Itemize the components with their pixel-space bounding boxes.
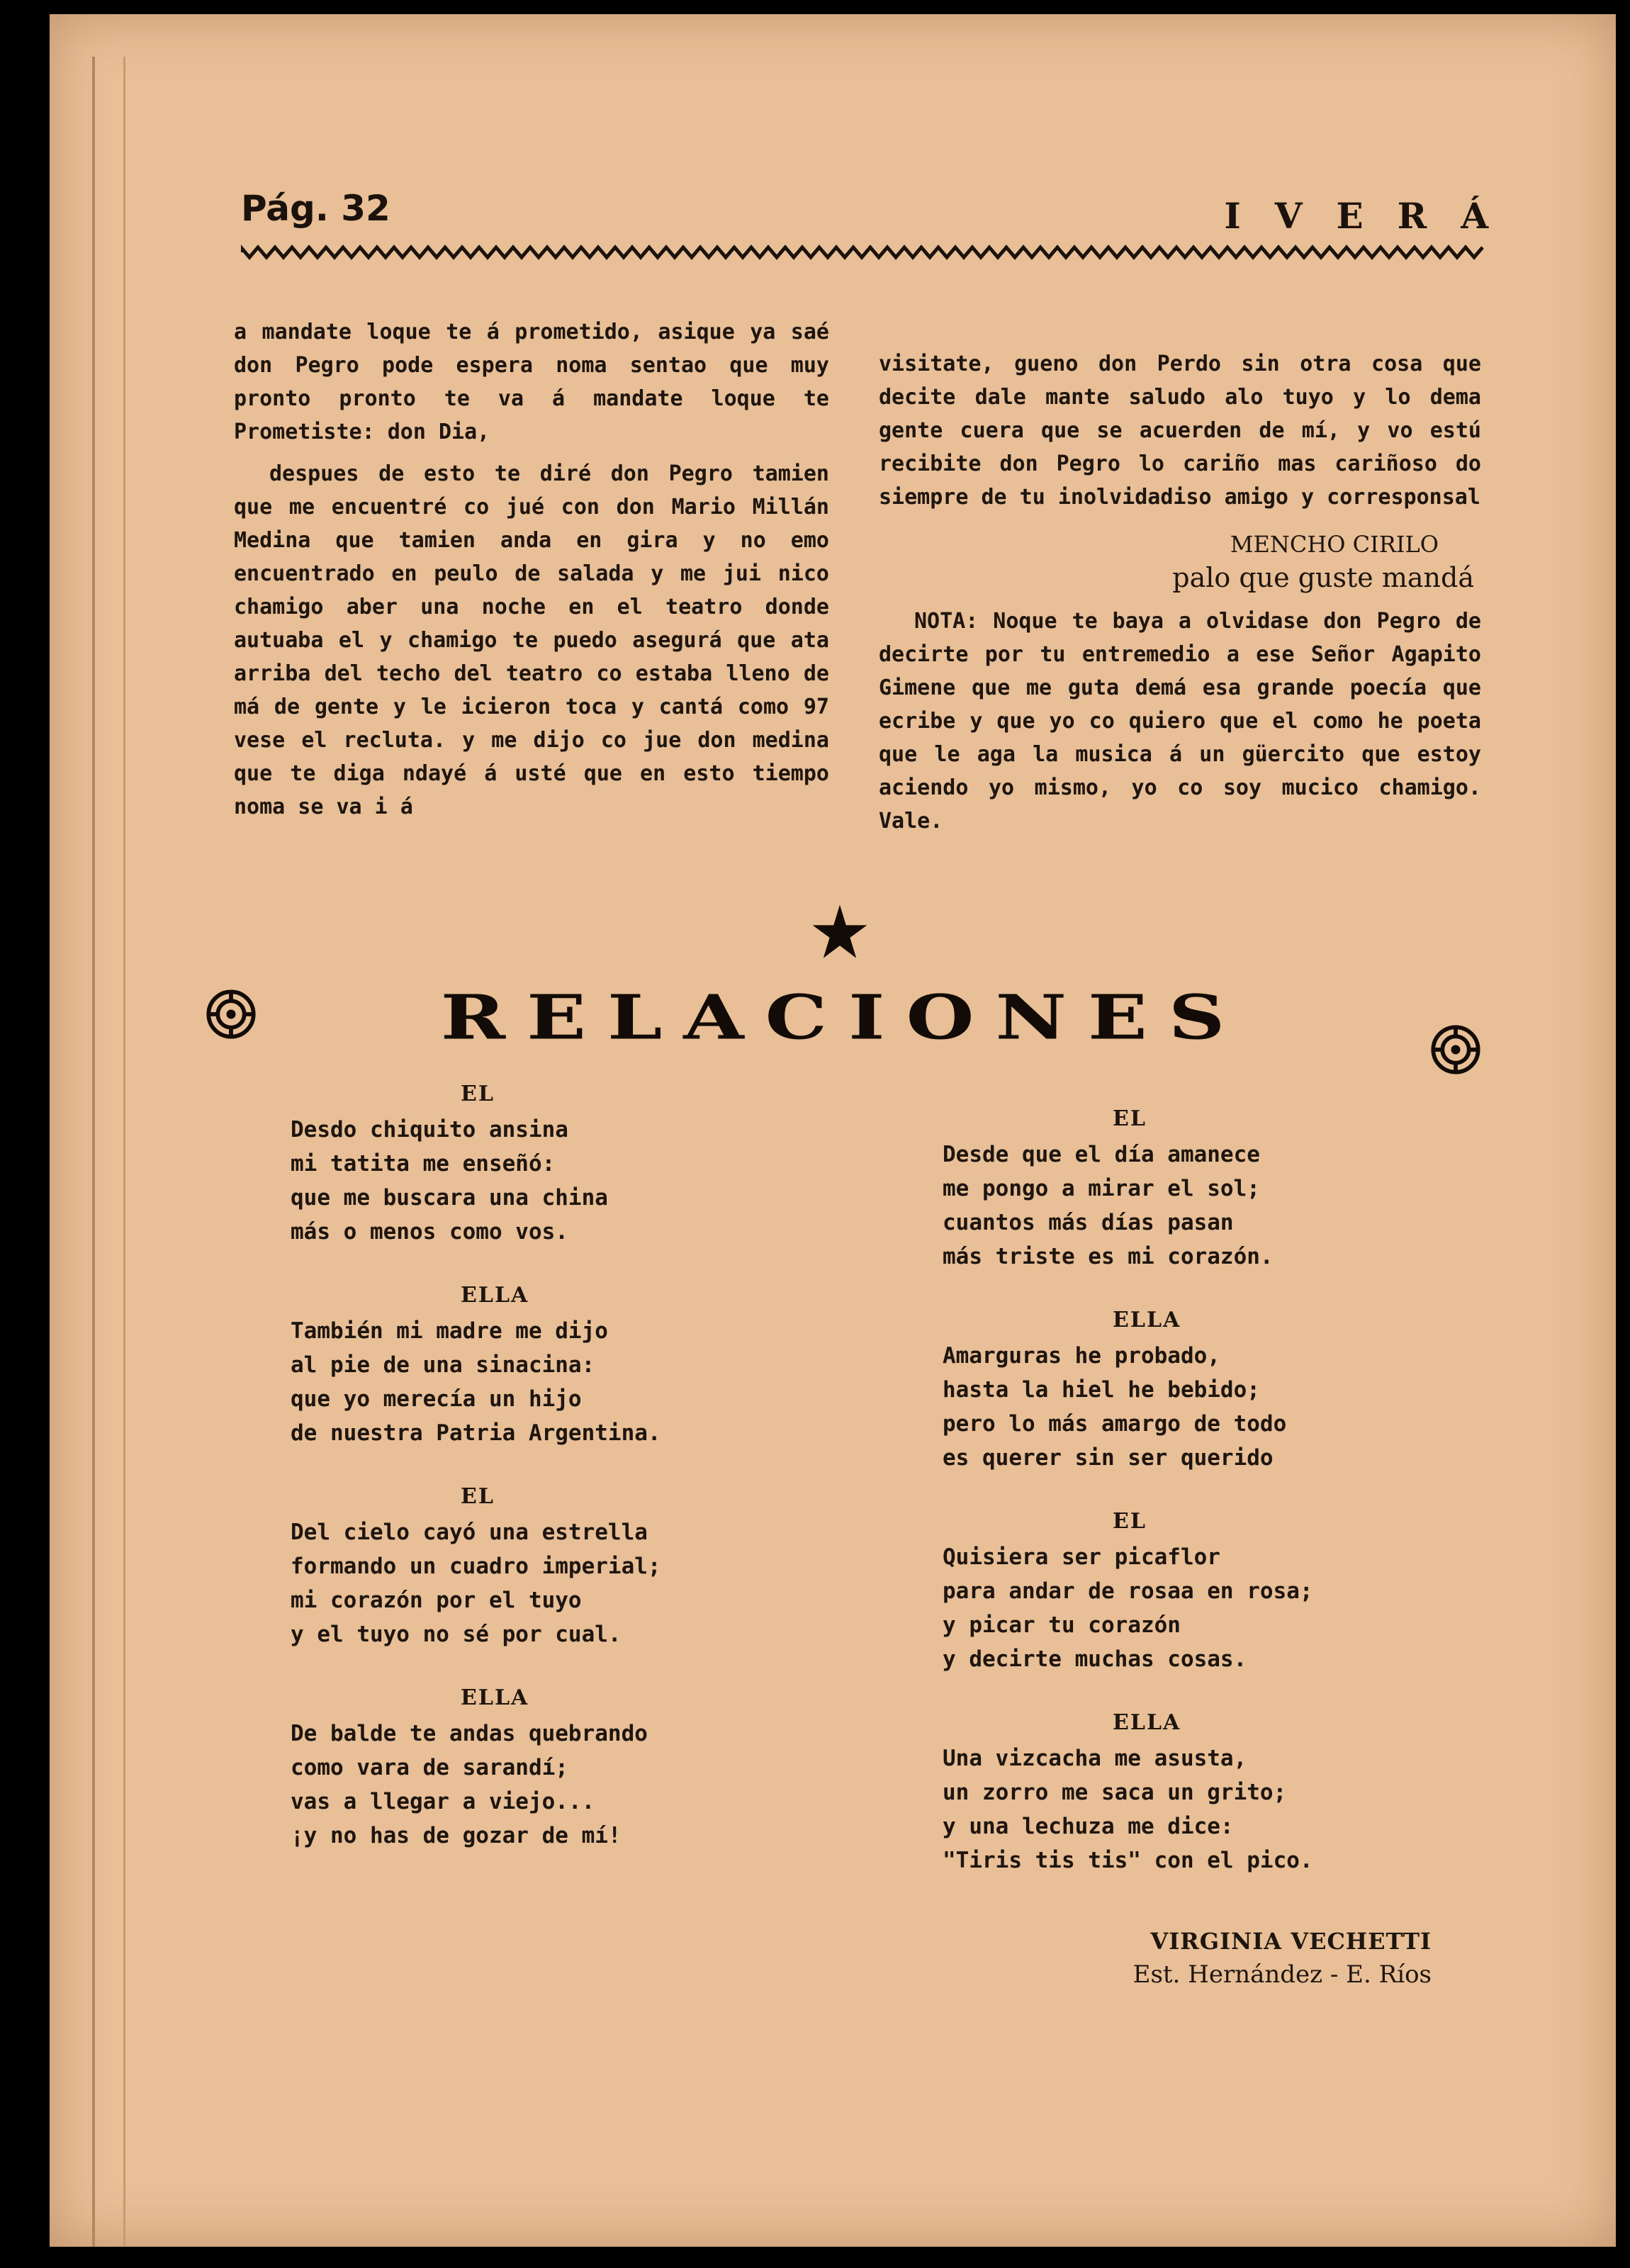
verse-line: Quisiera ser picaflor xyxy=(943,1544,1220,1570)
stanza-speaker: EL xyxy=(461,1082,495,1106)
verse-line: ¡y no has de gozar de mí! xyxy=(291,1823,622,1848)
stanza xyxy=(291,1077,801,1249)
stanza-speaker: ELLA xyxy=(461,1283,529,1308)
verse-line: un zorro me saca un grito; xyxy=(943,1780,1287,1805)
section-title xyxy=(206,982,1481,1074)
stanza-speaker: ELLA xyxy=(461,1685,529,1710)
verse-line: vas a llegar a viejo... xyxy=(291,1789,595,1814)
verse-line: y decirte muchas cosas. xyxy=(943,1646,1247,1672)
stanza xyxy=(291,1480,801,1651)
page-number: Pág. 32 xyxy=(241,188,390,229)
verse-line: mi corazón por el tuyo xyxy=(291,1588,582,1613)
verse-line: Una vizcacha me asusta, xyxy=(943,1746,1247,1771)
stanza-speaker: ELLA xyxy=(1113,1308,1181,1332)
verses-left-column xyxy=(291,1077,801,1882)
verse-line: que yo merecía un hijo xyxy=(291,1386,582,1412)
verse-line: al pie de una sinacina: xyxy=(291,1352,595,1378)
wavy-divider xyxy=(241,243,1488,262)
note-paragraph: NOTA: Noque te baya a olvidase don Pegro de decirte por tu entremedio a ese Señor Agapito Gimene que me guta demá esa grande poecía que ecribe y que yo co quiero que el como he poeta que le aga la musica á un güercito que estoy aciendo yo mismo, yo co soy mucico chamigo. Vale. xyxy=(879,609,1481,833)
relaciones-title: RELACIONES xyxy=(440,982,1247,1053)
verse-line: y una lechuza me dice: xyxy=(943,1814,1234,1839)
verse-line: formando un cuadro imperial; xyxy=(291,1554,661,1579)
verse-line: es querer sin ser querido xyxy=(943,1445,1274,1471)
star-icon xyxy=(811,904,868,960)
verse-line: más o menos como vos. xyxy=(291,1219,568,1245)
signature-subtitle: palo que guste mandá xyxy=(1172,562,1474,593)
ornament-icon xyxy=(206,989,257,1040)
article-paragraph: visitate, gueno don Perdo sin otra cosa que decite dale mante saludo alo tuyo y lo dema gente cuera que se acuerden de mí, y vo estú recibite don Pegro lo cariño mas cariñoso do siempre de tu inolvidadiso amigo y corresponsal xyxy=(879,352,1481,510)
stanza-speaker: ELLA xyxy=(1113,1710,1181,1735)
verse-line: hasta la hiel he bebido; xyxy=(943,1377,1260,1403)
article-right-column xyxy=(879,347,1481,846)
page-edge xyxy=(92,57,125,2247)
stanza xyxy=(291,1279,801,1450)
article-left-column xyxy=(234,315,829,832)
ornament-icon xyxy=(1430,1024,1481,1075)
verses-right-column xyxy=(943,1102,1453,1907)
signature-name: MENCHO CIRILO xyxy=(1230,531,1439,558)
verse-line: También mi madre me dijo xyxy=(291,1318,608,1344)
verse-line: y el tuyo no sé por cual. xyxy=(291,1622,622,1647)
stanza-speaker: EL xyxy=(1113,1509,1147,1534)
article-paragraph: despues de esto te diré don Pegro tamien que me encuentré co jué con don Mario Millán Medina que tamien anda en gira y no emo encuentrado en peulo de salada y me jui nico chamigo aber una noche en el teatro donde autuaba el y chamigo te puedo asegurá que ata arriba del techo del teatro co estaba lleno de má de gente y le icieron toca y cantá como 97 vese el recluta. y me dijo co jue don medina que te diga ndayé á usté que en esto tiempo noma se va i á xyxy=(234,461,829,819)
poem-author xyxy=(992,1928,1432,1989)
verse-line: De balde te andas quebrando xyxy=(291,1721,648,1746)
verse-line: que me buscara una china xyxy=(291,1185,608,1211)
verse-line: de nuestra Patria Argentina. xyxy=(291,1420,661,1446)
article-paragraph: a mandate loque te á prometido, asique ya saé don Pegro pode espera noma sentao que muy pronto pronto te va á mandate loque te Prometiste: don Dia, xyxy=(234,320,829,444)
author-place: Est. Hernández - E. Ríos xyxy=(1132,1960,1432,1989)
verse-line: como vara de sarandí; xyxy=(291,1755,568,1780)
stanza xyxy=(943,1706,1453,1877)
magazine-title: IVERÁ xyxy=(1224,195,1522,237)
verse-line: Desde que el día amanece xyxy=(943,1142,1260,1167)
page-header xyxy=(241,188,1522,266)
verse-line: más triste es mi corazón. xyxy=(943,1244,1274,1269)
verse-line: para andar de rosaa en rosa; xyxy=(943,1578,1313,1604)
verse-line: pero lo más amargo de todo xyxy=(943,1411,1287,1437)
stanza xyxy=(943,1102,1453,1274)
verse-line: y picar tu corazón xyxy=(943,1612,1181,1638)
verse-line: Del cielo cayó una estrella xyxy=(291,1520,648,1545)
stanza xyxy=(943,1505,1453,1676)
verse-line: mi tatita me enseñó: xyxy=(291,1151,556,1177)
verse-line: Amarguras he probado, xyxy=(943,1343,1220,1369)
author-name: VIRGINIA VECHETTI xyxy=(1150,1928,1432,1955)
verse-line: cuantos más días pasan xyxy=(943,1210,1234,1235)
stanza xyxy=(291,1681,801,1853)
stanza-speaker: EL xyxy=(461,1484,495,1509)
verse-line: me pongo a mirar el sol; xyxy=(943,1176,1260,1201)
verse-line: Desdo chiquito ansina xyxy=(291,1117,568,1143)
stanza-speaker: EL xyxy=(1113,1106,1147,1131)
stanza xyxy=(943,1303,1453,1475)
verse-line: "Tiris tis tis" con el pico. xyxy=(943,1848,1313,1873)
